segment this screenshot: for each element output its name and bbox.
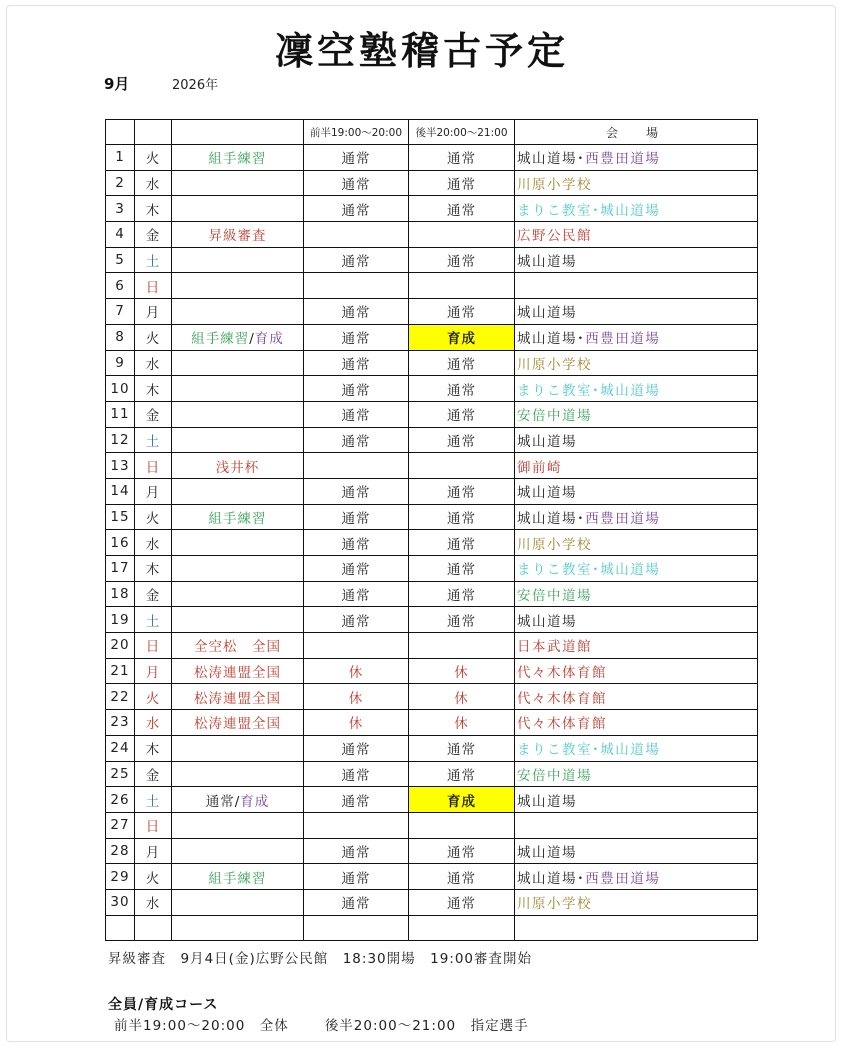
event-cell (172, 350, 304, 376)
venue-cell (515, 581, 758, 607)
first-half-cell (304, 915, 409, 941)
day-cell (106, 915, 135, 941)
event-cell (172, 787, 304, 813)
event-text: 松涛連盟全国 (194, 716, 281, 733)
schedule-table (105, 119, 758, 941)
first-half-cell: 通常 (304, 427, 409, 453)
venue-text: 城山道場 (517, 305, 577, 322)
first-half-cell: 通常 (304, 196, 409, 222)
venue-cell (515, 633, 758, 659)
first-half-cell: 通常 (304, 787, 409, 813)
venue-text: 川原小学校 (517, 177, 592, 194)
second-half-cell: 通常 (409, 350, 515, 376)
second-half-cell: 通常 (409, 504, 515, 530)
day-cell: 19 (106, 607, 135, 633)
first-half-cell: 通常 (304, 889, 409, 915)
first-half-cell: 通常 (304, 376, 409, 402)
header-event (172, 120, 304, 145)
course-title: 全員/育成コース (108, 997, 219, 1013)
table-row (106, 222, 758, 248)
event-cell (172, 633, 304, 659)
day-cell: 20 (106, 633, 135, 659)
first-half-cell: 通常 (304, 478, 409, 504)
weekday-cell: 水 (135, 530, 172, 556)
venue-text: 広野公民館 (517, 228, 592, 245)
venue-text: 城山道場 (517, 485, 577, 502)
venue-text: 日本武道館 (517, 639, 592, 656)
weekday-cell: 日 (135, 812, 172, 838)
weekday-cell: 土 (135, 427, 172, 453)
first-half-cell: 通常 (304, 556, 409, 582)
event-cell (172, 376, 304, 402)
weekday-cell: 水 (135, 170, 172, 196)
first-half-cell: 通常 (304, 170, 409, 196)
weekday-cell: 火 (135, 864, 172, 890)
day-cell: 24 (106, 735, 135, 761)
page-title: 凜空塾稽古予定 (274, 28, 569, 73)
second-half-cell: 通常 (409, 401, 515, 427)
weekday-cell: 木 (135, 376, 172, 402)
header-venue: 会 場 (515, 120, 758, 145)
day-cell: 6 (106, 273, 135, 299)
venue-text: 西豊田道場 (585, 510, 661, 527)
day-cell: 21 (106, 658, 135, 684)
second-half-cell: 通常 (409, 478, 515, 504)
venue-text: 城山道場 (517, 510, 577, 527)
table-row (106, 376, 758, 402)
event-cell (172, 812, 304, 838)
table-row (106, 401, 758, 427)
event-cell (172, 915, 304, 941)
first-half-cell: 通常 (304, 530, 409, 556)
weekday-cell: 火 (135, 324, 172, 350)
day-cell: 29 (106, 864, 135, 890)
second-half-cell: 通常 (409, 196, 515, 222)
venue-cell (515, 401, 758, 427)
venue-text: 代々木体育館 (517, 665, 607, 682)
first-half-cell: 通常 (304, 350, 409, 376)
venue-cell (515, 145, 758, 171)
event-cell (172, 222, 304, 248)
venue-cell (515, 735, 758, 761)
table-row (106, 710, 758, 736)
first-half-cell: 休 (304, 684, 409, 710)
header-day (106, 120, 135, 145)
event-cell (172, 530, 304, 556)
event-text: 育成 (254, 331, 284, 348)
day-cell: 9 (106, 350, 135, 376)
venue-cell (515, 607, 758, 633)
table-row (106, 607, 758, 633)
venue-cell (515, 170, 758, 196)
venue-text: 西豊田道場 (585, 151, 661, 168)
table-header-row (106, 120, 758, 145)
weekday-cell: 月 (135, 478, 172, 504)
venue-text: 城山道場 (517, 433, 577, 450)
venue-text: 城山道場 (517, 844, 577, 861)
year-label: 2026年 (172, 78, 219, 93)
course-first-half: 前半19:00〜20:00 全体 (114, 1018, 289, 1034)
table-row (106, 915, 758, 941)
second-half-cell: 通常 (409, 170, 515, 196)
venue-cell (515, 222, 758, 248)
venue-text: 川原小学校 (517, 896, 592, 913)
venue-text: まりこ教室･城山道場 (517, 742, 661, 759)
table-row (106, 889, 758, 915)
first-half-cell: 通常 (304, 838, 409, 864)
header-second-half: 後半20:00〜21:00 (409, 120, 515, 145)
venue-cell (515, 427, 758, 453)
first-half-cell: 通常 (304, 581, 409, 607)
second-half-cell: 休 (409, 710, 515, 736)
second-half-cell: 通常 (409, 735, 515, 761)
table-row (106, 761, 758, 787)
venue-text: 安倍中道場 (517, 588, 592, 605)
first-half-cell (304, 633, 409, 659)
day-cell: 27 (106, 812, 135, 838)
event-text: 浅井杯 (215, 459, 260, 476)
venue-cell (515, 376, 758, 402)
venue-text: 城山道場 (517, 254, 577, 271)
first-half-cell: 通常 (304, 247, 409, 273)
table-row (106, 247, 758, 273)
table-row (106, 427, 758, 453)
venue-cell (515, 915, 758, 941)
event-text: 組手練習 (208, 870, 267, 887)
event-cell (172, 581, 304, 607)
second-half-cell: 通常 (409, 376, 515, 402)
weekday-cell: 火 (135, 145, 172, 171)
venue-cell (515, 530, 758, 556)
second-half-cell: 育成 (409, 787, 515, 813)
event-cell (172, 247, 304, 273)
venue-cell (515, 838, 758, 864)
event-cell (172, 170, 304, 196)
second-half-cell: 通常 (409, 864, 515, 890)
venue-text: ･ (577, 510, 586, 527)
course-times (114, 1014, 529, 1034)
event-cell (172, 401, 304, 427)
venue-cell (515, 504, 758, 530)
event-text: 組手練習 (191, 331, 250, 348)
weekday-cell: 日 (135, 633, 172, 659)
table-row (106, 556, 758, 582)
venue-text: 川原小学校 (517, 536, 592, 553)
second-half-cell (409, 453, 515, 479)
venue-cell (515, 556, 758, 582)
day-cell: 2 (106, 170, 135, 196)
table-row (106, 530, 758, 556)
first-half-cell (304, 222, 409, 248)
first-half-cell: 通常 (304, 324, 409, 350)
weekday-cell: 月 (135, 299, 172, 325)
event-text: 組手練習 (208, 151, 267, 168)
exam-note: 昇級審査 9月4日(金)広野公民館 18:30開場 19:00審査開始 (108, 951, 533, 967)
day-cell: 26 (106, 787, 135, 813)
event-text: 組手練習 (208, 510, 267, 527)
second-half-cell (409, 633, 515, 659)
weekday-cell: 日 (135, 453, 172, 479)
day-cell: 17 (106, 556, 135, 582)
weekday-cell: 月 (135, 658, 172, 684)
event-cell (172, 478, 304, 504)
table-row (106, 478, 758, 504)
table-row (106, 145, 758, 171)
venue-cell (515, 299, 758, 325)
venue-text: 城山道場 (517, 793, 577, 810)
venue-text: 城山道場 (517, 331, 577, 348)
venue-cell (515, 889, 758, 915)
venue-cell (515, 324, 758, 350)
second-half-cell: 休 (409, 658, 515, 684)
course-second-half: 後半20:00〜21:00 指定選手 (324, 1018, 529, 1034)
table-row (106, 633, 758, 659)
first-half-cell: 休 (304, 658, 409, 684)
day-cell: 1 (106, 145, 135, 171)
first-half-cell: 通常 (304, 145, 409, 171)
venue-cell (515, 658, 758, 684)
second-half-cell: 通常 (409, 530, 515, 556)
day-cell: 3 (106, 196, 135, 222)
day-cell: 30 (106, 889, 135, 915)
weekday-cell (135, 915, 172, 941)
day-cell: 11 (106, 401, 135, 427)
event-text: 全空松 全国 (194, 639, 281, 656)
event-cell (172, 324, 304, 350)
table-row (106, 324, 758, 350)
venue-cell (515, 453, 758, 479)
venue-text: 城山道場 (517, 870, 577, 887)
weekday-cell: 木 (135, 735, 172, 761)
day-cell: 28 (106, 838, 135, 864)
day-cell: 25 (106, 761, 135, 787)
day-cell: 13 (106, 453, 135, 479)
second-half-cell: 通常 (409, 427, 515, 453)
weekday-cell: 火 (135, 684, 172, 710)
day-cell: 4 (106, 222, 135, 248)
second-half-cell (409, 273, 515, 299)
venue-cell (515, 350, 758, 376)
second-half-cell: 休 (409, 684, 515, 710)
weekday-cell: 土 (135, 787, 172, 813)
table-row (106, 684, 758, 710)
event-cell (172, 710, 304, 736)
second-half-cell: 通常 (409, 838, 515, 864)
day-cell: 5 (106, 247, 135, 273)
weekday-cell: 月 (135, 838, 172, 864)
second-half-cell: 通常 (409, 247, 515, 273)
table-row (106, 196, 758, 222)
weekday-cell: 火 (135, 504, 172, 530)
second-half-cell: 通常 (409, 145, 515, 171)
event-cell (172, 864, 304, 890)
event-text: 松涛連盟全国 (194, 665, 281, 682)
weekday-cell: 木 (135, 196, 172, 222)
table-row (106, 350, 758, 376)
day-cell: 7 (106, 299, 135, 325)
table-row (106, 658, 758, 684)
venue-text: ･ (577, 151, 586, 168)
venue-text: ･ (577, 870, 586, 887)
venue-text: まりこ教室･城山道場 (517, 202, 661, 219)
venue-cell (515, 761, 758, 787)
second-half-cell: 育成 (409, 324, 515, 350)
venue-text: 城山道場 (517, 151, 577, 168)
first-half-cell (304, 273, 409, 299)
second-half-cell (409, 812, 515, 838)
second-half-cell: 通常 (409, 556, 515, 582)
first-half-cell: 通常 (304, 607, 409, 633)
first-half-cell: 通常 (304, 761, 409, 787)
table-row (106, 581, 758, 607)
weekday-cell: 金 (135, 401, 172, 427)
event-cell (172, 607, 304, 633)
table-row (106, 170, 758, 196)
event-text: / (234, 793, 241, 810)
day-cell: 16 (106, 530, 135, 556)
venue-text: まりこ教室･城山道場 (517, 562, 661, 579)
event-cell (172, 299, 304, 325)
venue-text: ･ (577, 331, 586, 348)
first-half-cell: 通常 (304, 864, 409, 890)
first-half-cell: 通常 (304, 401, 409, 427)
day-cell: 12 (106, 427, 135, 453)
venue-text: 代々木体育館 (517, 716, 607, 733)
day-cell: 22 (106, 684, 135, 710)
venue-text: 川原小学校 (517, 356, 592, 373)
table-row (106, 453, 758, 479)
venue-text: 西豊田道場 (585, 331, 661, 348)
venue-cell (515, 812, 758, 838)
venue-text: 代々木体育館 (517, 690, 607, 707)
venue-text: 安倍中道場 (517, 408, 592, 425)
table-row (106, 299, 758, 325)
second-half-cell (409, 915, 515, 941)
first-half-cell (304, 812, 409, 838)
table-row (106, 838, 758, 864)
header-weekday (135, 120, 172, 145)
day-cell: 10 (106, 376, 135, 402)
venue-cell (515, 478, 758, 504)
day-cell: 8 (106, 324, 135, 350)
day-cell: 14 (106, 478, 135, 504)
event-cell (172, 504, 304, 530)
schedule-body (106, 120, 758, 941)
second-half-cell: 通常 (409, 581, 515, 607)
table-row (106, 735, 758, 761)
venue-cell (515, 684, 758, 710)
day-cell: 15 (106, 504, 135, 530)
event-cell (172, 427, 304, 453)
venue-cell (515, 247, 758, 273)
first-half-cell: 通常 (304, 735, 409, 761)
event-text: 通常 (205, 793, 235, 810)
second-half-cell: 通常 (409, 889, 515, 915)
month-label: 9月 (104, 75, 130, 93)
day-cell: 18 (106, 581, 135, 607)
event-cell (172, 145, 304, 171)
second-half-cell: 通常 (409, 761, 515, 787)
venue-cell (515, 864, 758, 890)
event-cell (172, 196, 304, 222)
venue-cell (515, 273, 758, 299)
first-half-cell (304, 453, 409, 479)
day-cell: 23 (106, 710, 135, 736)
first-half-cell: 通常 (304, 504, 409, 530)
weekday-cell: 日 (135, 273, 172, 299)
table-row (106, 812, 758, 838)
event-cell (172, 556, 304, 582)
weekday-cell: 金 (135, 222, 172, 248)
table-row (106, 273, 758, 299)
event-text: 育成 (240, 793, 270, 810)
venue-cell (515, 196, 758, 222)
second-half-cell (409, 222, 515, 248)
weekday-cell: 金 (135, 581, 172, 607)
event-cell (172, 735, 304, 761)
weekday-cell: 水 (135, 710, 172, 736)
event-cell (172, 658, 304, 684)
event-cell (172, 889, 304, 915)
venue-text: 西豊田道場 (585, 870, 661, 887)
table-row (106, 787, 758, 813)
first-half-cell: 通常 (304, 299, 409, 325)
venue-text: 城山道場 (517, 613, 577, 630)
second-half-cell: 通常 (409, 607, 515, 633)
venue-text: 御前崎 (517, 459, 562, 476)
second-half-cell: 通常 (409, 299, 515, 325)
header-first-half: 前半19:00〜20:00 (304, 120, 409, 145)
weekday-cell: 土 (135, 247, 172, 273)
weekday-cell: 土 (135, 607, 172, 633)
venue-text: 安倍中道場 (517, 767, 592, 784)
weekday-cell: 水 (135, 350, 172, 376)
event-cell (172, 838, 304, 864)
table-row (106, 864, 758, 890)
event-cell (172, 684, 304, 710)
weekday-cell: 金 (135, 761, 172, 787)
venue-cell (515, 710, 758, 736)
event-text: 松涛連盟全国 (194, 690, 281, 707)
event-cell (172, 273, 304, 299)
weekday-cell: 木 (135, 556, 172, 582)
event-cell (172, 453, 304, 479)
venue-text: まりこ教室･城山道場 (517, 382, 661, 399)
venue-cell (515, 787, 758, 813)
event-text: / (249, 331, 255, 348)
first-half-cell: 休 (304, 710, 409, 736)
table-row (106, 504, 758, 530)
event-text: 昇級審査 (208, 228, 267, 245)
weekday-cell: 水 (135, 889, 172, 915)
event-cell (172, 761, 304, 787)
